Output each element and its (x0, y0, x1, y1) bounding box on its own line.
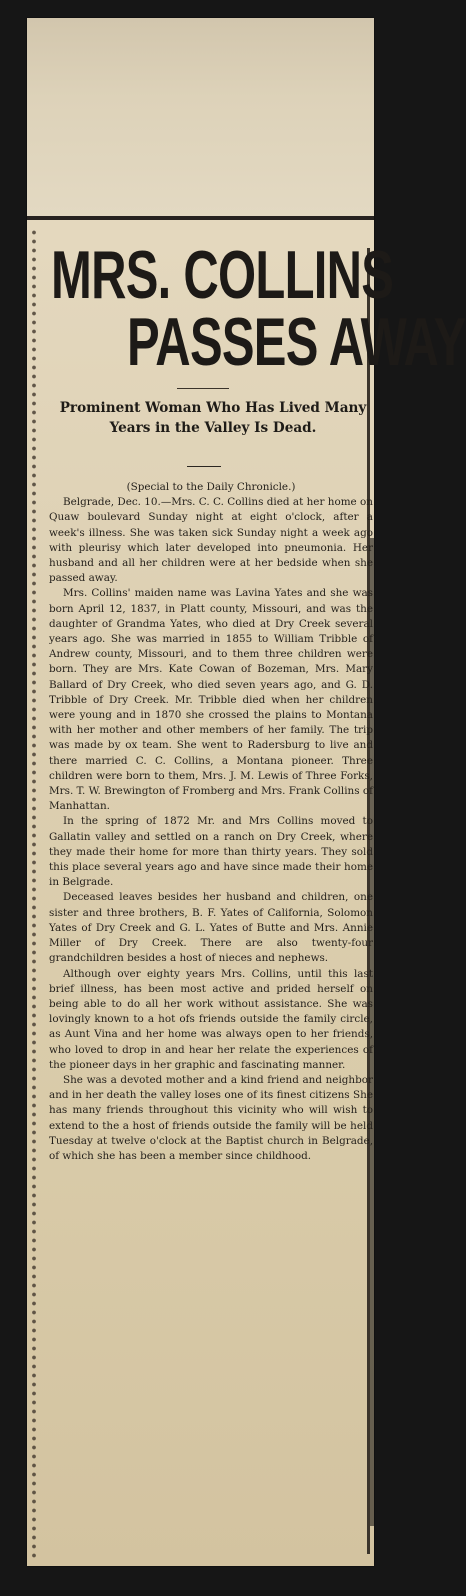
dateline: (Special to the Daily Chronicle.) (126, 481, 296, 493)
headline-line-1: MRS. COLLINS (51, 237, 394, 313)
article-paragraph-5: Although over eighty years Mrs. Collins, until this last brief illness, has been most active and prided herself on being able to do all her work without assistance. She was lovingly known to a hot ofs friends outside the family circle, as Aunt Vina and her home was always open to her friends, who loved to drop in and hear her relate the experiences of the pioneer days in her graphic and fascinating manner. (49, 967, 373, 1071)
article-paragraph-3: In the spring of 1872 Mr. and Mrs Collins moved to Gallatin valley and settled on a ranch on Dry Creek, where they made their home for more than thirty years. They sold this place several years ago and have since made their home in Belgrade. (49, 815, 373, 889)
fold-edge-line (27, 216, 374, 220)
subhead-rule (187, 466, 221, 467)
article-paragraph-2: Mrs. Collins' maiden name was Lavina Yates and she was born April 12, 1837, in Platt county, Missouri, and was the daughter of Grandma Yates, who died at Dry Creek several years ago. She was married in 1855 to William Tribble of Andrew county, Missouri, and to them three children were born. They are Mrs. Kate Cowan of Bozeman, Mrs. Mary Ballard of Dry Creek, who died seven years ago, and G. D. Tribble of Dry Creek. Mr. Tribble died when her children were young and in 1870 she crossed the plains to Montana with her mother and other members of her family. The trip was made by ox team. She went to Radersburg to live and there married C. C. Collins, a Montana pioneer. Three children were born to them, Mrs. J. M. Lewis of Three Forks, Mrs. T. W. Brewington of Fromberg and Mrs. Frank Collins of Manhattan. (49, 587, 373, 813)
headline-ornament (177, 388, 229, 389)
article-paragraph-1: Belgrade, Dec. 10.—Mrs. C. C. Collins died at her home on Quaw boulevard Sunday night at eight o'clock, after a week's illness. She was taken sick Sunday night a week ago with pleurisy which later developed into pneumonia. Her husband and all her children were at her bedside when she passed away. (49, 496, 373, 585)
headline-line-2: PASSES AWAY (127, 303, 466, 380)
article-paragraph-6: She was a devoted mother and a kind friend and neighbor and in her death the valley loses one of its finest citizens She has many friends throughout this vicinity who will wish to extend to the a host of friends outside the family will be held Tuesday at twelve o'clock at the Baptist church in Belgrade, of which she has been a member since childhood. (49, 1073, 373, 1162)
subheadline: Prominent Woman Who Has Lived Many Years in the Valley Is Dead. (59, 400, 367, 436)
article-paragraph-4: Deceased leaves besides her husband and children, one sister and three brothers, B. F. Yates of California, Solomon Yates of Dry Creek and G. L. Yates of Butte and Mrs. Annie Miller of Dry Creek. There are also twenty-four grandchildren besides a host of nieces and nephews. (49, 891, 373, 965)
article-body (49, 480, 373, 1164)
newspaper-clipping (27, 18, 466, 1566)
headline (51, 237, 466, 380)
folded-top-strip (27, 18, 374, 216)
ornamental-border (29, 228, 39, 1558)
